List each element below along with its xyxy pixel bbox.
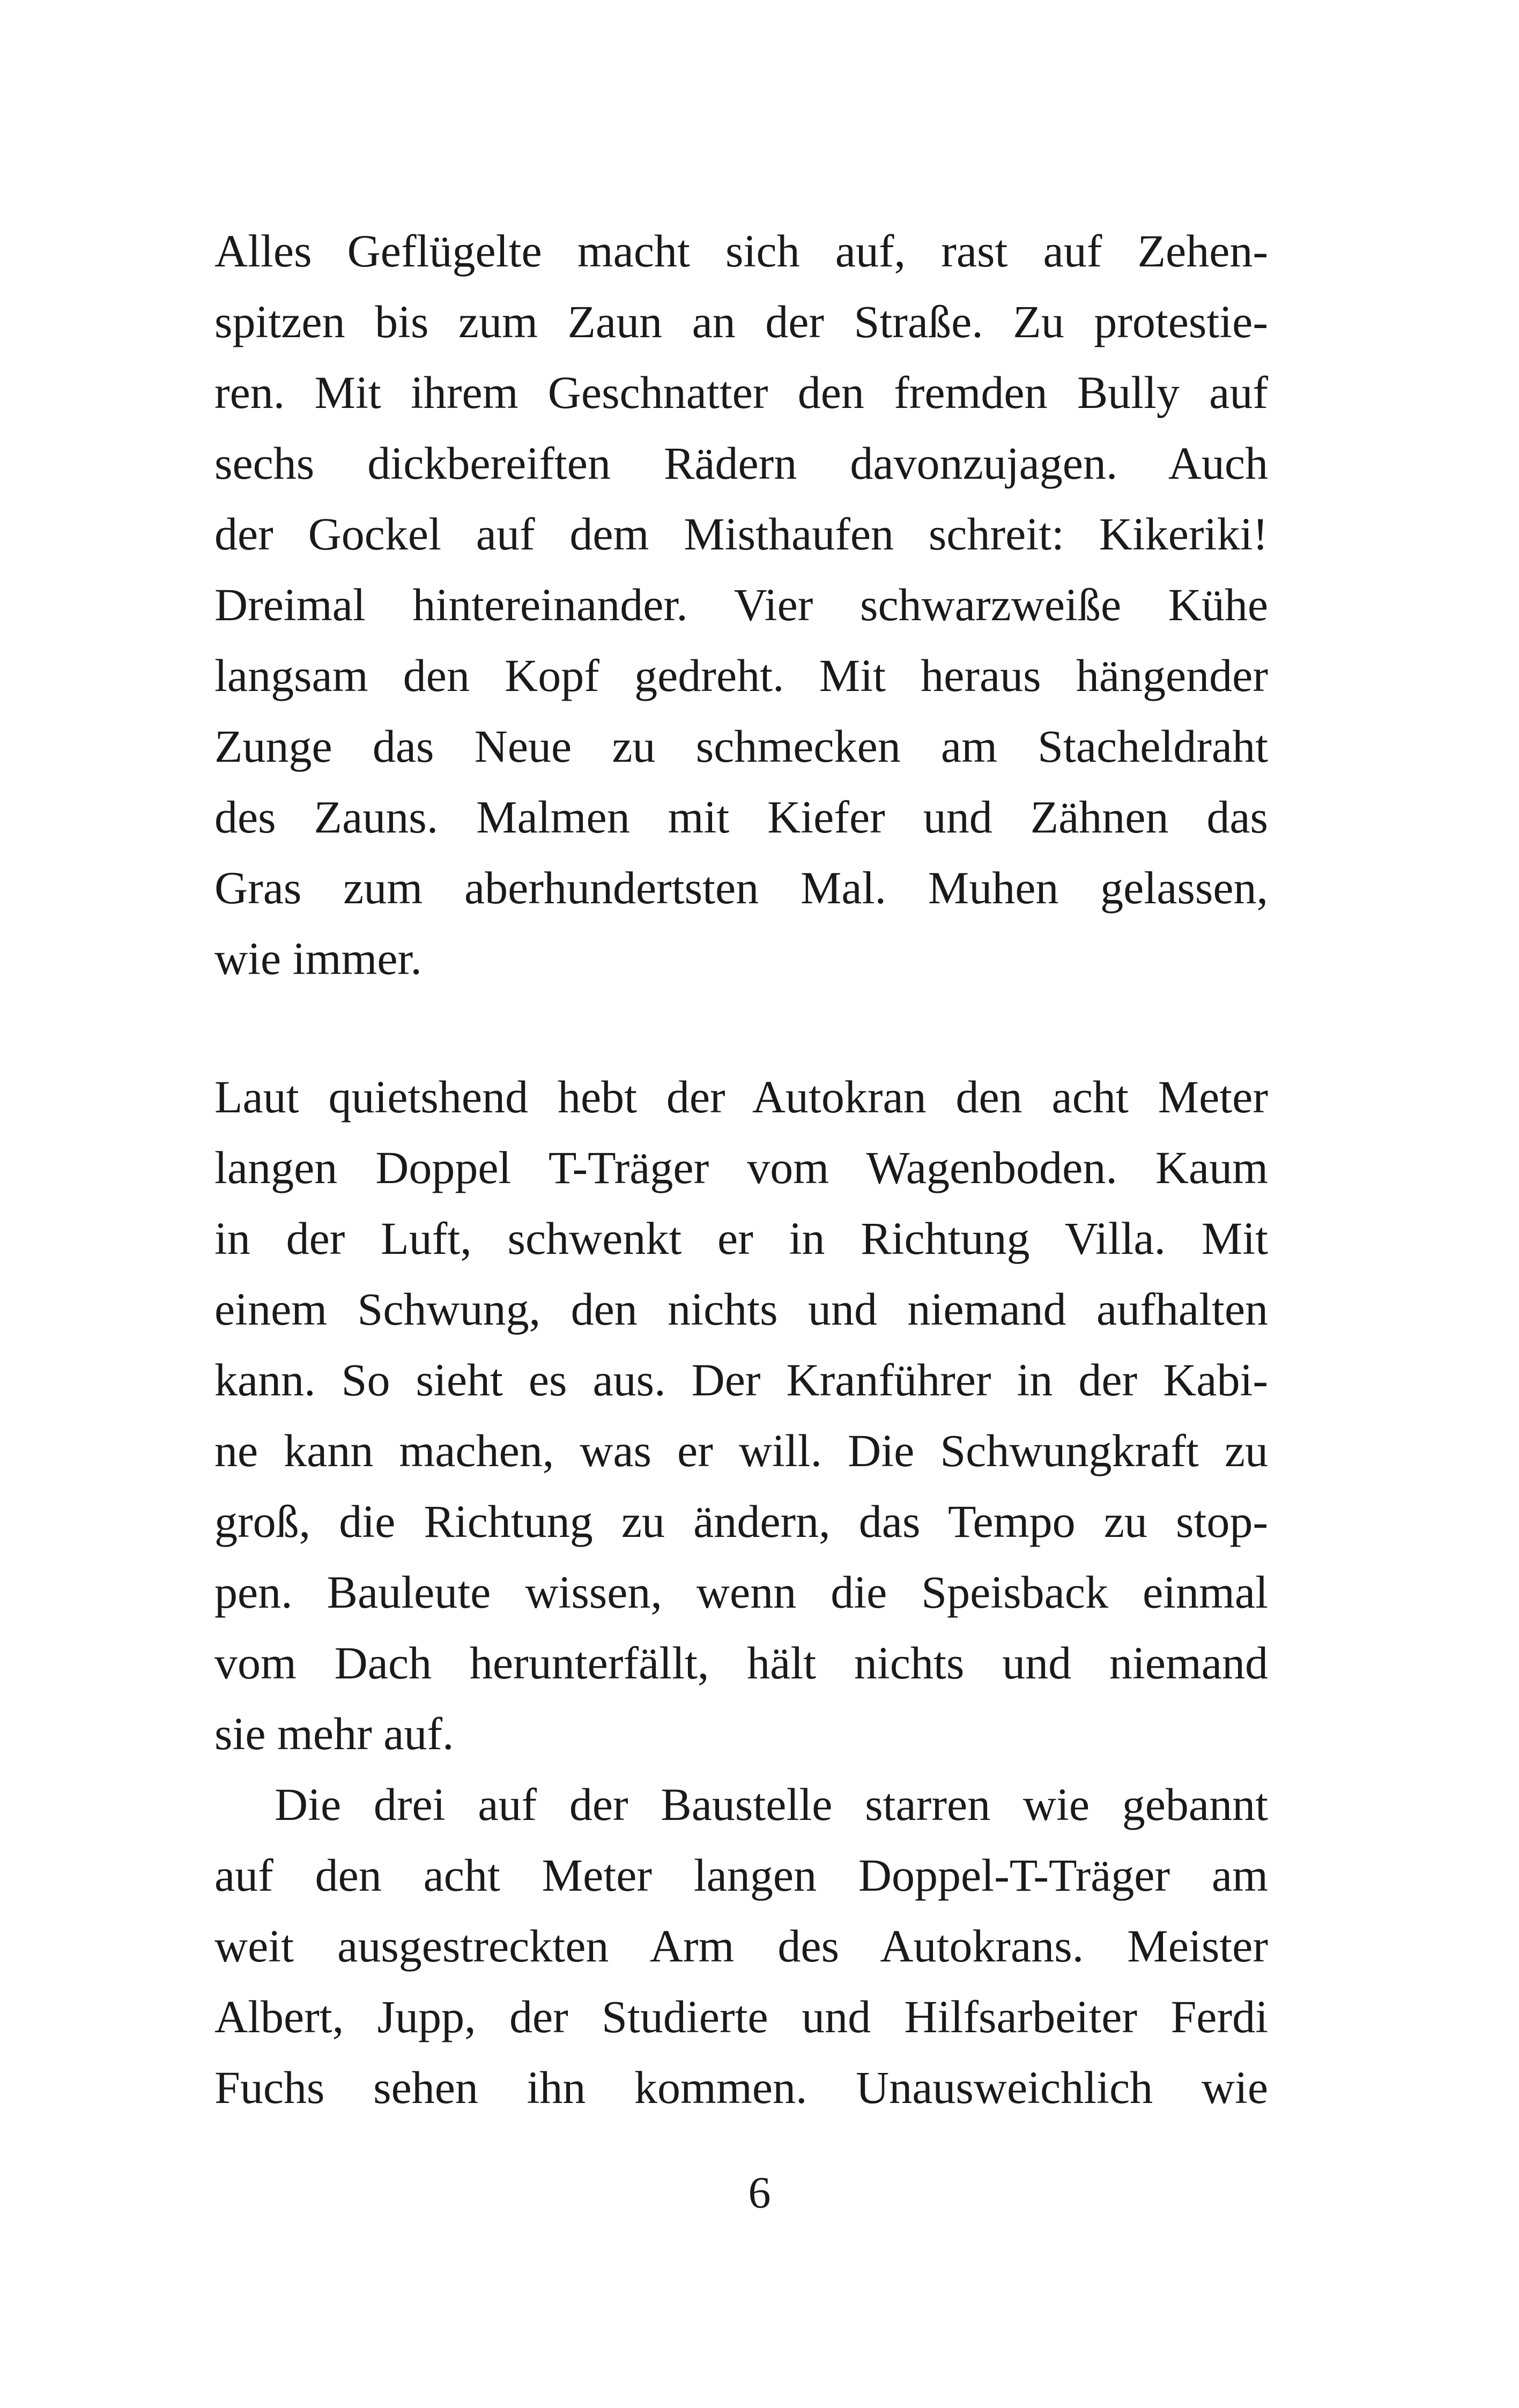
- text-line: Zunge das Neue zu schmecken am Stacheldraht: [214, 720, 1268, 772]
- text-line: vom Dach herunterfällt, hält nichts und niemand: [214, 1637, 1268, 1689]
- page-number: 6: [748, 2168, 771, 2218]
- text-line: kann. So sieht es aus. Der Kranführer in der Kabi-: [214, 1354, 1268, 1406]
- text-line: der Gockel auf dem Misthaufen schreit: Kikeriki!: [214, 508, 1268, 560]
- text-line: groß, die Richtung zu ändern, das Tempo zu stop-: [214, 1496, 1268, 1547]
- text-line: Die drei auf der Baustelle starren wie gebannt: [275, 1779, 1268, 1830]
- text-line: Gras zum aberhundertsten Mal. Muhen gelassen,: [214, 862, 1268, 913]
- text-line: Albert, Jupp, der Studierte und Hilfsarbeiter Ferdi: [214, 1991, 1268, 2042]
- text-line: ne kann machen, was er will. Die Schwungkraft zu: [214, 1425, 1268, 1476]
- text-line: Dreimal hintereinander. Vier schwarzweiße Kühe: [214, 579, 1268, 630]
- text-line: sechs dickbereiften Rädern davonzujagen. Auch: [214, 437, 1268, 489]
- text-line: in der Luft, schwenkt er in Richtung Villa. Mit: [214, 1213, 1268, 1264]
- text-line: langen Doppel T-Träger vom Wagenboden. Kaum: [214, 1142, 1268, 1193]
- text-line: sie mehr auf.: [214, 1708, 454, 1759]
- text-line: ren. Mit ihrem Geschnatter den fremden Bully auf: [214, 367, 1268, 418]
- text-line: spitzen bis zum Zaun an der Straße. Zu protestie-: [214, 296, 1268, 347]
- paragraph-2: [214, 1061, 1268, 2123]
- text-line: einem Schwung, den nichts und niemand aufhalten: [214, 1283, 1268, 1335]
- paragraph-1: [214, 215, 1268, 994]
- text-line: langsam den Kopf gedreht. Mit heraus hängender: [214, 650, 1268, 701]
- text-line: Alles Geflügelte macht sich auf, rast auf Zehen-: [214, 225, 1268, 277]
- text-line: weit ausgestreckten Arm des Autokrans. Meister: [214, 1920, 1268, 1972]
- text-line: Laut quietshend hebt der Autokran den acht Meter: [214, 1071, 1268, 1123]
- text-line: Fuchs sehen ihn kommen. Unausweichlich wie: [214, 2062, 1268, 2113]
- text-line: wie immer.: [214, 933, 422, 984]
- text-line: des Zauns. Malmen mit Kiefer und Zähnen das: [214, 791, 1268, 843]
- text-line: auf den acht Meter langen Doppel-T-Träger am: [214, 1849, 1268, 1901]
- text-line: pen. Bauleute wissen, wenn die Speisback einmal: [214, 1566, 1268, 1618]
